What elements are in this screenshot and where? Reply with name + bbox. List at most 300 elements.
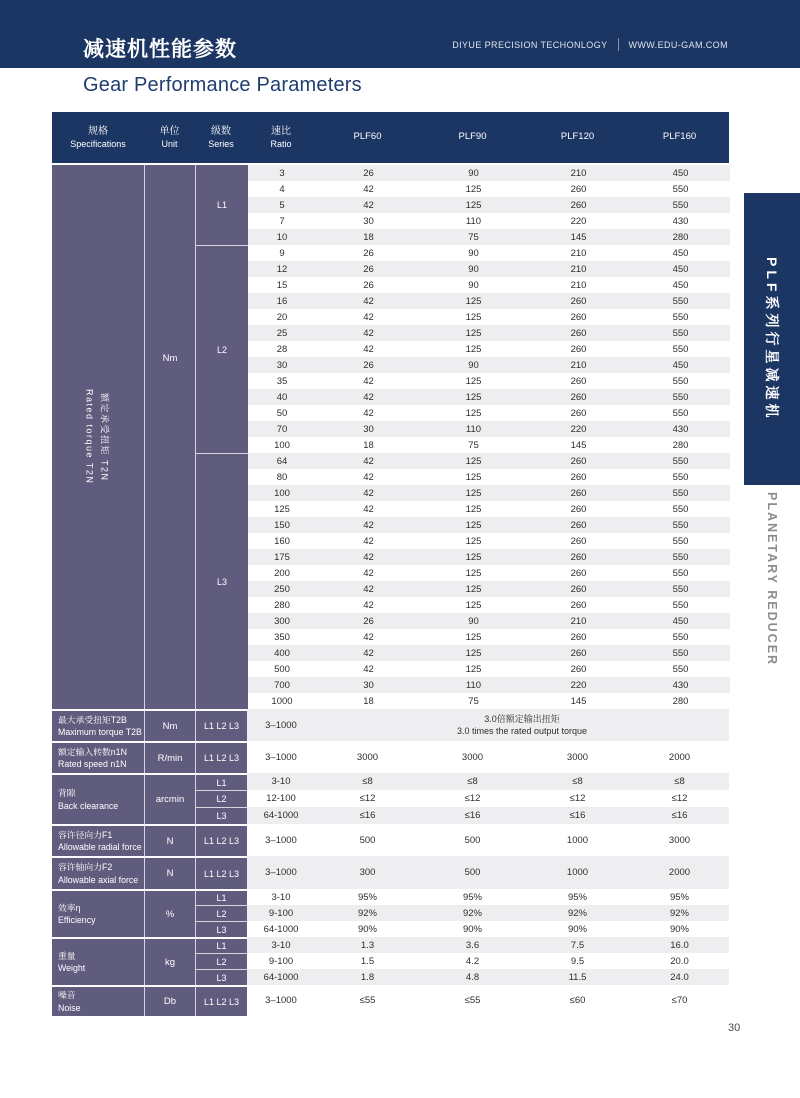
table-row [248, 501, 730, 517]
value-cell: ≤55 [359, 995, 376, 1006]
value-cell: 550 [672, 375, 689, 387]
value-cell: 42 [363, 311, 374, 323]
ratio-cell: 160 [274, 535, 290, 547]
merged-note-en: 3.0 times the rated output torque [456, 726, 588, 736]
ratio-cell: 35 [276, 375, 288, 387]
value-cell: 125 [465, 551, 482, 563]
table-row [248, 533, 730, 549]
header-series: 级数 Series [208, 125, 234, 150]
spec-label-en: Allowable axial force [58, 874, 139, 885]
value-cell: 42 [363, 567, 374, 579]
value-cell: 550 [672, 535, 689, 547]
spec-cell-back-clearance [52, 773, 144, 824]
value-cell: 26 [363, 279, 374, 291]
value-cell: 3000 [668, 834, 691, 846]
value-cell: 550 [672, 407, 689, 419]
ratio-cell: 100 [274, 487, 290, 499]
section-weight [52, 937, 729, 985]
value-cell: ≤12 [569, 793, 586, 804]
header-model-plf120: PLF120 [560, 131, 595, 143]
value-cell: 42 [363, 375, 374, 387]
value-cell: 210 [570, 263, 587, 275]
section-rows [195, 709, 729, 741]
series-cell: L1 L2 L3 [195, 985, 247, 1016]
value-cell: 30 [363, 679, 374, 691]
value-cell: 125 [465, 407, 482, 419]
value-cell: 550 [672, 551, 689, 563]
table-row [195, 937, 729, 953]
unit-cell: arcmin [144, 773, 195, 824]
value-cell: 42 [363, 631, 374, 643]
value-cell: 125 [465, 567, 482, 579]
table-row [248, 453, 730, 469]
ratio-cell: 350 [274, 631, 290, 643]
section-noise [52, 985, 729, 1016]
value-cell: 92% [357, 907, 377, 919]
value-cell: 220 [570, 215, 587, 227]
value-cell: ≤12 [671, 793, 688, 804]
value-cell: 90% [567, 923, 587, 935]
series-cell: L2 [195, 905, 247, 921]
value-cell: 550 [672, 519, 689, 531]
value-cell: 42 [363, 295, 374, 307]
value-cell: 500 [464, 867, 481, 878]
value-cell: ≤16 [569, 810, 586, 821]
series-cell: L1 [216, 200, 227, 210]
value-cell: 260 [570, 535, 587, 547]
series-cell: L1 L2 L3 [195, 709, 247, 741]
header-unit: 单位 Unit [159, 125, 180, 150]
value-cell: 90% [357, 923, 377, 935]
table-row [248, 693, 730, 709]
series-cell: L2 [195, 953, 247, 969]
section-rated-speed [52, 741, 729, 773]
series-cell: L1 [195, 773, 247, 790]
value-cell: 550 [672, 663, 689, 675]
value-cell: 260 [570, 503, 587, 515]
value-cell: 75 [468, 231, 479, 243]
value-cell: 1000 [566, 834, 589, 846]
value-cell: 145 [570, 695, 587, 707]
spec-cell-noise [52, 985, 144, 1016]
series-banner [744, 193, 800, 485]
spec-label-en: Allowable radial force [58, 842, 142, 852]
value-cell: 210 [570, 167, 587, 179]
ratio-cell: 9-100 [268, 907, 294, 919]
table-row [248, 677, 730, 693]
value-cell: 125 [465, 343, 482, 355]
value-cell: 42 [363, 407, 374, 419]
merged-note-cell [315, 709, 729, 741]
series-cell: L3 [195, 921, 247, 937]
value-cell: 30 [363, 423, 374, 435]
value-cell: 550 [672, 631, 689, 643]
series-banner-label-zh: PLF系列行星减速机 [764, 256, 780, 422]
value-cell: ≤12 [359, 793, 376, 804]
banner-separator [618, 38, 619, 51]
value-cell: 260 [570, 631, 587, 643]
value-cell: 42 [363, 551, 374, 563]
value-cell: 3000 [461, 751, 484, 763]
value-cell: 450 [672, 263, 689, 275]
value-cell: 430 [672, 215, 689, 227]
value-cell: 260 [570, 647, 587, 659]
ratio-cell: 4 [279, 183, 285, 195]
ratio-cell: 500 [274, 663, 290, 675]
spec-label-zh: 容许径向力F1 [58, 829, 113, 840]
value-cell: 125 [465, 199, 482, 211]
value-cell: 42 [363, 391, 374, 403]
value-cell: 4.8 [465, 971, 480, 983]
spec-label-zh: 容许轴向力F2 [58, 862, 113, 873]
header-ratio: 速比 Ratio [270, 125, 292, 150]
value-cell: 90 [468, 263, 479, 275]
value-cell: 9.5 [570, 955, 585, 967]
value-cell: ≤60 [569, 995, 586, 1006]
value-cell: 42 [363, 327, 374, 339]
ratio-cell: 64-1000 [263, 971, 299, 983]
ratio-cell: 1000 [271, 695, 293, 707]
value-cell: 450 [672, 279, 689, 291]
value-cell: 260 [570, 551, 587, 563]
value-cell: 280 [672, 695, 689, 707]
value-cell: 18 [363, 439, 374, 451]
page-title: Gear Performance Parameters [83, 74, 362, 96]
section-rows [195, 741, 729, 773]
series-banner-label-en: PLANETARY REDUCER [765, 492, 779, 667]
value-cell: 550 [672, 295, 689, 307]
value-cell: 90% [462, 923, 482, 935]
ratio-cell: 64 [276, 455, 288, 467]
section-max-torque [52, 709, 729, 741]
section-rows [195, 773, 729, 824]
value-cell: 260 [570, 471, 587, 483]
table-row [248, 645, 730, 661]
value-cell: 260 [570, 375, 587, 387]
value-cell: 210 [570, 615, 587, 627]
spec-cell-radial-force [52, 824, 144, 856]
value-cell: 125 [465, 455, 482, 467]
value-cell: 450 [672, 615, 689, 627]
value-cell: 550 [672, 583, 689, 595]
section-rows [195, 856, 729, 889]
table-row [248, 485, 730, 501]
value-cell: 125 [465, 647, 482, 659]
spec-label-zh: 效率η [58, 902, 81, 913]
ratio-cell: 64-1000 [263, 923, 299, 935]
ratio-cell: 300 [274, 615, 290, 627]
value-cell: 125 [465, 487, 482, 499]
value-cell: 92% [462, 907, 482, 919]
value-cell: 42 [363, 487, 374, 499]
table-row [195, 709, 729, 741]
value-cell: ≤8 [674, 776, 685, 787]
banner-title-zh: 减速机性能参数 [83, 38, 237, 61]
value-cell: 1.5 [360, 955, 375, 967]
spec-label-zh: 额定承受扭矩 T2N [99, 392, 110, 482]
value-cell: ≤55 [464, 995, 481, 1006]
value-cell: 550 [672, 183, 689, 195]
series-cell: L1 [195, 937, 247, 953]
value-cell: 125 [465, 375, 482, 387]
ratio-cell: 3–1000 [265, 834, 297, 846]
value-cell: 550 [672, 567, 689, 579]
ratio-cell: 280 [274, 599, 290, 611]
value-cell: 220 [570, 423, 587, 435]
table-row [248, 597, 730, 613]
table-row [248, 213, 730, 229]
spec-cell-weight [52, 937, 144, 985]
value-cell: 92% [669, 907, 689, 919]
value-cell: 550 [672, 487, 689, 499]
unit-cell: Db [144, 985, 195, 1016]
value-cell: 125 [465, 327, 482, 339]
table-row [248, 581, 730, 597]
header-model-plf90: PLF90 [458, 131, 487, 143]
table-header-row [52, 112, 729, 165]
value-cell: 4.2 [465, 955, 480, 967]
value-cell: 1.3 [360, 939, 375, 951]
value-cell: 450 [672, 247, 689, 259]
table-row [248, 341, 730, 357]
ratio-cell: 175 [274, 551, 290, 563]
ratio-cell: 50 [276, 407, 288, 419]
table-row [248, 517, 730, 533]
table-row [248, 389, 730, 405]
value-cell: 2000 [668, 751, 691, 763]
table-row [248, 357, 730, 373]
table-row [248, 469, 730, 485]
value-cell: 90 [468, 615, 479, 627]
table-row [195, 807, 729, 824]
value-cell: ≤16 [464, 810, 481, 821]
ratio-cell: 3–1000 [265, 995, 297, 1006]
ratio-cell: 125 [274, 503, 290, 515]
value-cell: 42 [363, 471, 374, 483]
ratio-cell: 40 [276, 391, 288, 403]
table-row [195, 985, 729, 1016]
value-cell: 90 [468, 167, 479, 179]
performance-table [52, 112, 729, 1016]
value-cell: 280 [672, 231, 689, 243]
header-model-plf60: PLF60 [353, 131, 382, 143]
value-cell: 30 [363, 215, 374, 227]
value-cell: 75 [468, 695, 479, 707]
spec-label-en: Rated torque T2N [84, 389, 95, 485]
unit-cell: Nm [144, 165, 195, 709]
value-cell: 95% [669, 891, 689, 903]
value-cell: 95% [567, 891, 587, 903]
value-cell: 125 [465, 631, 482, 643]
ratio-cell: 25 [276, 327, 288, 339]
value-cell: 125 [465, 295, 482, 307]
table-row [195, 790, 729, 807]
unit-cell: N [144, 824, 195, 856]
series-cell: L3 [195, 807, 247, 824]
table-row [248, 661, 730, 677]
series-cell: L1 L2 L3 [195, 856, 247, 889]
value-cell: 550 [672, 599, 689, 611]
spec-cell-axial-force [52, 856, 144, 889]
value-cell: 3000 [566, 751, 589, 763]
table-row [248, 549, 730, 565]
section-efficiency [52, 889, 729, 937]
series-cell: L2 [196, 245, 248, 453]
ratio-cell: 250 [274, 583, 290, 595]
value-cell: ≤8 [572, 776, 583, 787]
ratio-cell: 9-100 [268, 955, 294, 967]
series-cell: L1 [195, 889, 247, 905]
value-cell: 300 [359, 867, 376, 878]
value-cell: 125 [465, 599, 482, 611]
table-row [248, 565, 730, 581]
value-cell: ≤16 [671, 810, 688, 821]
value-cell: 125 [465, 583, 482, 595]
ratio-cell: 700 [274, 679, 290, 691]
value-cell: 42 [363, 519, 374, 531]
value-cell: 1.8 [360, 971, 375, 983]
value-cell: 75 [468, 439, 479, 451]
ratio-cell: 10 [276, 231, 288, 243]
ratio-cell: 16 [276, 295, 288, 307]
ratio-cell: 3-10 [271, 891, 291, 903]
ratio-cell: 3–1000 [265, 751, 297, 763]
value-cell: 260 [570, 407, 587, 419]
table-row [195, 856, 729, 889]
value-cell: 42 [363, 503, 374, 515]
table-row [248, 629, 730, 645]
value-cell: 3.6 [465, 939, 480, 951]
unit-cell: kg [144, 937, 195, 985]
table-row [248, 325, 730, 341]
value-cell: 26 [363, 247, 374, 259]
value-cell: 550 [672, 647, 689, 659]
value-cell: 125 [465, 183, 482, 195]
value-cell: 260 [570, 583, 587, 595]
torque-grid [248, 165, 730, 709]
table-row [248, 293, 730, 309]
series-cell: L2 [195, 790, 247, 807]
value-cell: 7.5 [570, 939, 585, 951]
value-cell: 430 [672, 679, 689, 691]
value-cell: 18 [363, 231, 374, 243]
value-cell: 42 [363, 199, 374, 211]
value-cell: 125 [465, 519, 482, 531]
value-cell: 110 [465, 423, 482, 435]
value-cell: 20.0 [670, 955, 689, 967]
spec-cell-rated-torque [52, 165, 144, 709]
value-cell: 26 [363, 263, 374, 275]
table-row [195, 953, 729, 969]
unit-cell: R/min [144, 741, 195, 773]
value-cell: 260 [570, 199, 587, 211]
value-cell: 24.0 [670, 971, 689, 983]
ratio-cell: 12 [276, 263, 288, 275]
table-row [248, 421, 730, 437]
value-cell: 90 [468, 359, 479, 371]
table-row [195, 741, 729, 773]
value-cell: 260 [570, 183, 587, 195]
company-name: DIYUE PRECISION TECHONLOGY [452, 39, 608, 50]
value-cell: 260 [570, 487, 587, 499]
ratio-cell: 200 [274, 567, 290, 579]
value-cell: 550 [672, 503, 689, 515]
spec-label-zh: 背隙 [58, 788, 76, 799]
value-cell: 550 [672, 455, 689, 467]
ratio-cell: 3–1000 [265, 719, 297, 731]
value-cell: 26 [363, 359, 374, 371]
unit-cell: Nm [144, 709, 195, 741]
value-cell: 125 [465, 311, 482, 323]
value-cell: 95% [357, 891, 377, 903]
rated-torque-section [52, 165, 729, 709]
table-row [248, 165, 730, 181]
value-cell: 2000 [668, 867, 691, 878]
value-cell: 450 [672, 167, 689, 179]
section-radial-force [52, 824, 729, 856]
value-cell: 16.0 [670, 939, 689, 951]
ratio-cell: 70 [276, 423, 288, 435]
value-cell: 260 [570, 343, 587, 355]
table-row [195, 921, 729, 937]
ratio-cell: 80 [276, 471, 288, 483]
value-cell: 260 [570, 663, 587, 675]
value-cell: 42 [363, 583, 374, 595]
value-cell: ≤8 [362, 776, 373, 787]
value-cell: 110 [465, 679, 482, 691]
value-cell: 260 [570, 391, 587, 403]
table-row [195, 969, 729, 985]
value-cell: 125 [465, 535, 482, 547]
table-row [248, 261, 730, 277]
spec-cell-rated-speed [52, 741, 144, 773]
section-back-clearance [52, 773, 729, 824]
value-cell: 42 [363, 599, 374, 611]
banner-right [452, 38, 728, 51]
value-cell: 90 [468, 279, 479, 291]
value-cell: 210 [570, 247, 587, 259]
value-cell: 450 [672, 359, 689, 371]
value-cell: 3000 [356, 751, 379, 763]
value-cell: 220 [570, 679, 587, 691]
header-specifications: 规格 Specifications [70, 125, 126, 150]
ratio-cell: 150 [274, 519, 290, 531]
value-cell: 550 [672, 199, 689, 211]
value-cell: 145 [570, 439, 587, 451]
merged-note-zh: 3.0倍额定输出扭矩 [484, 713, 560, 724]
unit-cell: N [144, 856, 195, 889]
section-rows [195, 985, 729, 1016]
ratio-cell: 100 [274, 439, 290, 451]
value-cell: 90 [468, 247, 479, 259]
value-cell: 42 [363, 343, 374, 355]
ratio-cell: 30 [276, 359, 288, 371]
section-axial-force [52, 856, 729, 889]
value-cell: 92% [567, 907, 587, 919]
page-number: 30 [728, 1022, 741, 1034]
table-row [248, 613, 730, 629]
ratio-cell: 3-10 [271, 776, 291, 787]
ratio-cell: 400 [274, 647, 290, 659]
ratio-cell: 3–1000 [265, 867, 297, 878]
spec-label-en: Weight [58, 963, 86, 973]
unit-cell: % [144, 889, 195, 937]
table-row [248, 229, 730, 245]
value-cell: ≤70 [671, 995, 688, 1006]
value-cell: 125 [465, 663, 482, 675]
value-cell: 145 [570, 231, 587, 243]
table-row [248, 197, 730, 213]
